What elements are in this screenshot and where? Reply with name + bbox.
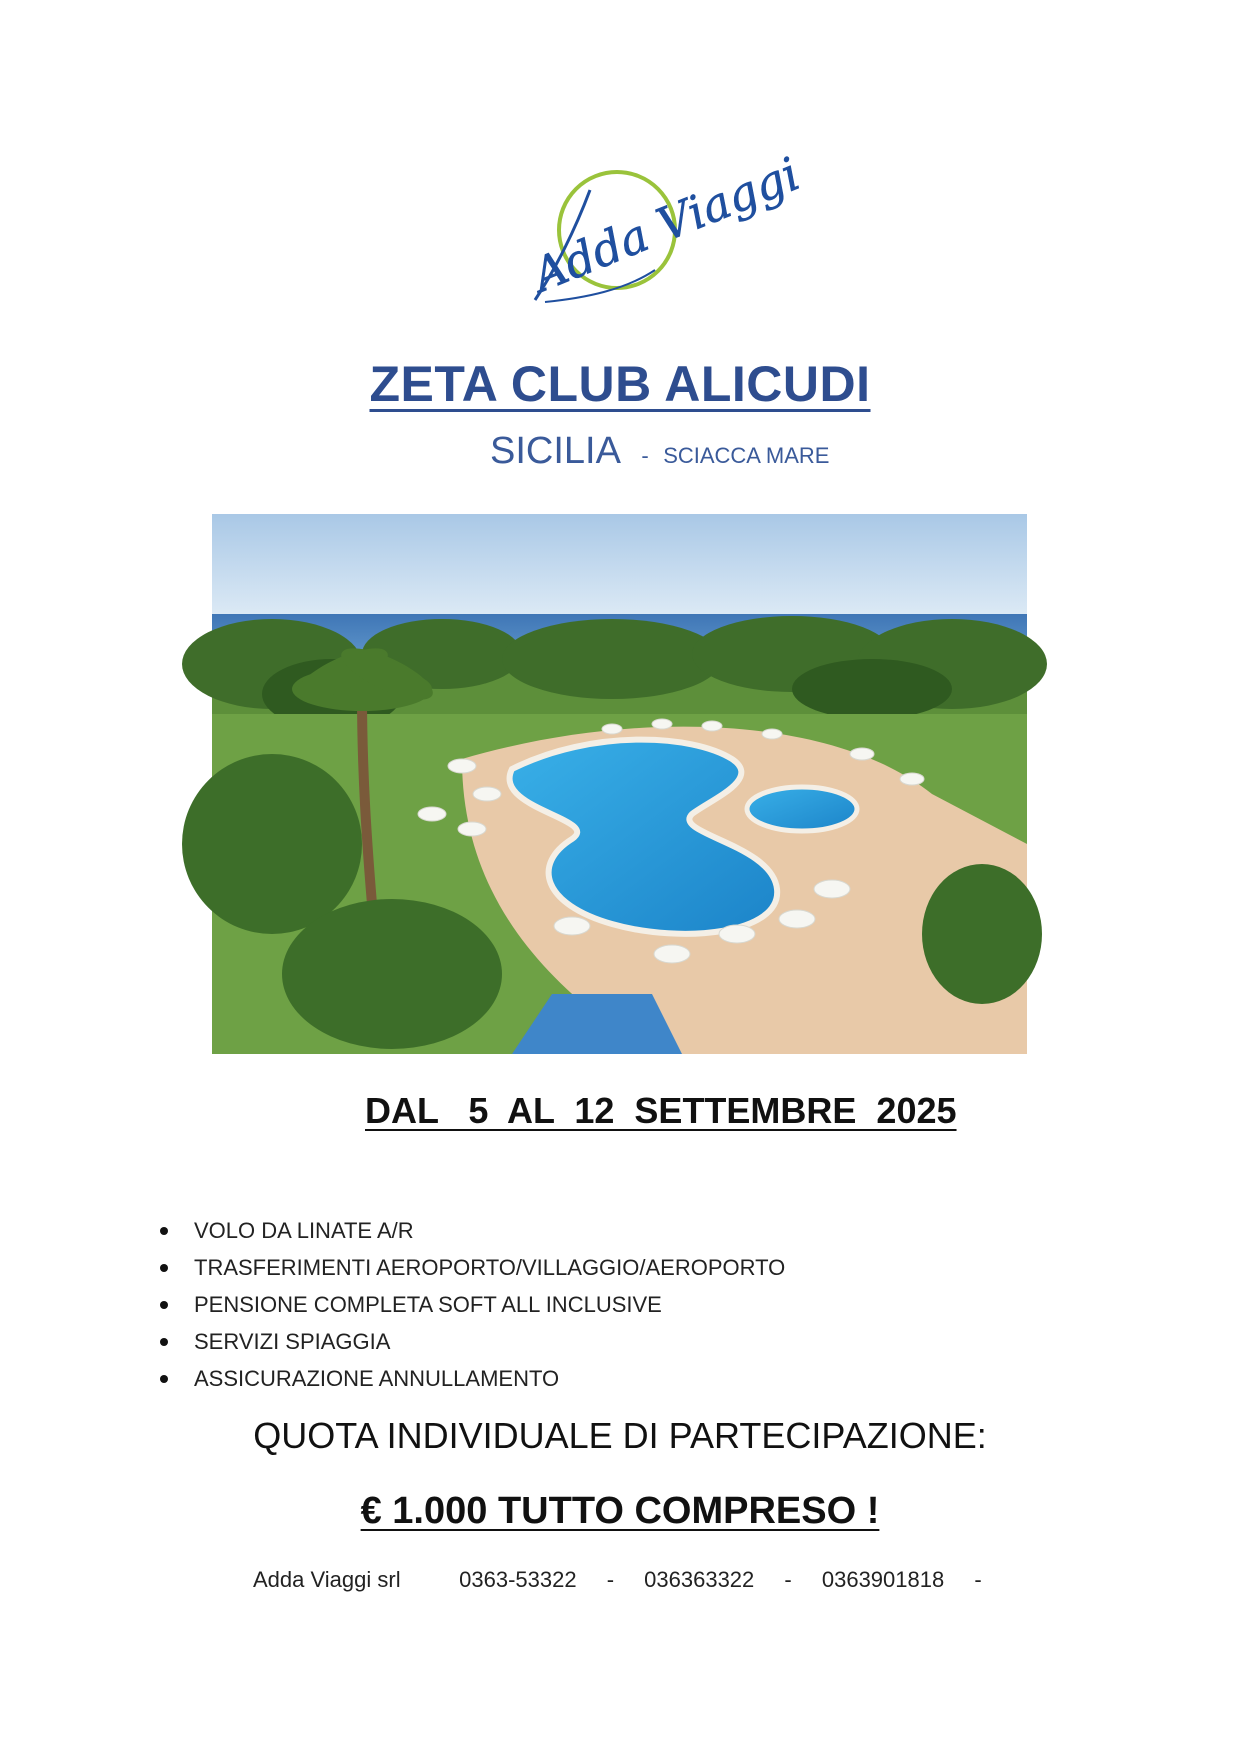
service-label: ASSICURAZIONE ANNULLAMENTO — [194, 1366, 560, 1391]
bullet-icon — [160, 1375, 168, 1383]
list-item — [158, 1360, 785, 1397]
bullet-icon — [160, 1301, 168, 1309]
bullet-icon — [160, 1227, 168, 1235]
adda-viaggi-logo — [505, 146, 807, 320]
location-subtitle — [490, 430, 829, 473]
location-label: SCIACCA MARE — [663, 443, 830, 468]
resort-name: ZETA CLUB ALICUDI — [369, 356, 871, 412]
contact-separator: - — [784, 1567, 792, 1592]
contact-separator: - — [606, 1567, 615, 1592]
service-label: TRASFERIMENTI AEROPORTO/VILLAGGIO/AEROPORTO — [194, 1255, 786, 1280]
price-line — [0, 1490, 1240, 1533]
contact-separator: - — [974, 1567, 982, 1592]
service-label: VOLO DA LINATE A/R — [194, 1218, 414, 1243]
subtitle-separator: - — [641, 443, 649, 468]
svg-text:Adda Viaggi: Adda Viaggi — [524, 146, 807, 303]
services-list — [158, 1212, 785, 1397]
travel-dates: DAL 5 AL 12 SETTEMBRE 2025 — [365, 1090, 957, 1131]
phone-number: 036363322 — [644, 1567, 755, 1592]
resort-pool-photo — [212, 514, 1027, 1054]
page-title — [0, 355, 1240, 413]
bullet-icon — [160, 1338, 168, 1346]
list-item — [158, 1212, 785, 1249]
phone-number: 0363901818 — [821, 1567, 945, 1592]
price-text: € 1.000 TUTTO COMPRESO ! — [360, 1490, 880, 1532]
quota-heading: QUOTA INDIVIDUALE DI PARTECIPAZIONE: — [253, 1415, 987, 1456]
contacts-footer — [253, 1567, 1006, 1593]
list-item — [158, 1249, 785, 1286]
phone-number: 0363-53322 — [459, 1567, 577, 1592]
list-item — [158, 1323, 785, 1360]
region-label: SICILIA — [490, 430, 621, 472]
logo-graphic — [505, 146, 807, 320]
service-label: PENSIONE COMPLETA SOFT ALL INCLUSIVE — [194, 1292, 662, 1317]
company-name: Adda Viaggi srl — [253, 1567, 401, 1592]
list-item — [158, 1286, 785, 1323]
photo-illustration — [212, 514, 1027, 1054]
service-label: SERVIZI SPIAGGIA — [194, 1329, 391, 1354]
bullet-icon — [160, 1264, 168, 1272]
